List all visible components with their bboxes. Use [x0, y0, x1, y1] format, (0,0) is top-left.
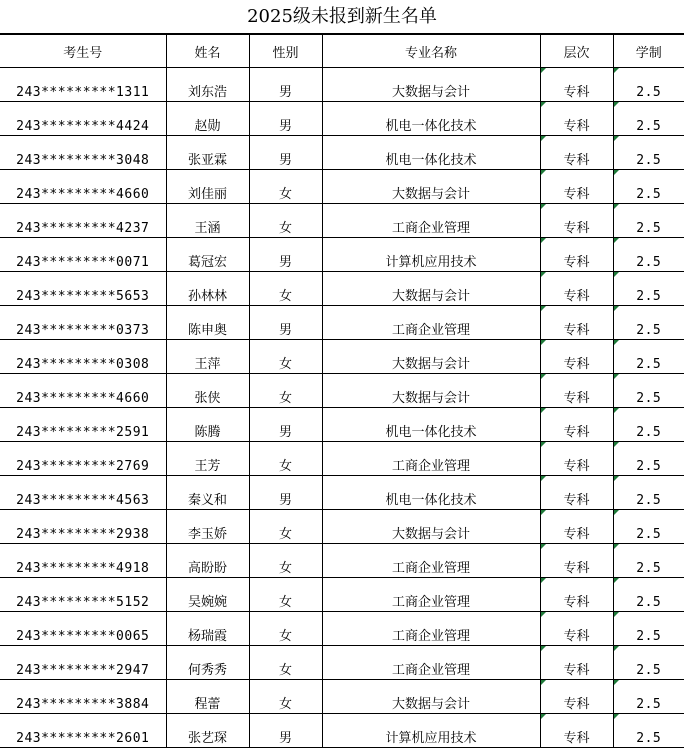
- cell-sex[interactable]: 男: [249, 306, 322, 340]
- cell-years[interactable]: 2.5: [613, 680, 684, 714]
- cell-sex[interactable]: 女: [249, 374, 322, 408]
- cell-name[interactable]: 陈申奥: [166, 306, 249, 340]
- cell-years[interactable]: 2.5: [613, 442, 684, 476]
- cell-major[interactable]: 大数据与会计: [322, 510, 540, 544]
- cell-name[interactable]: 葛冠宏: [166, 238, 249, 272]
- cell-sex[interactable]: 女: [249, 578, 322, 612]
- cell-years[interactable]: 2.5: [613, 340, 684, 374]
- table-row: [0, 408, 684, 442]
- cell-exam-id[interactable]: 243*********4660: [0, 170, 166, 204]
- cell-exam-id[interactable]: 243*********2938: [0, 510, 166, 544]
- cell-exam-id[interactable]: 243*********5152: [0, 578, 166, 612]
- cell-name[interactable]: 程蕾: [166, 680, 249, 714]
- cell-sex[interactable]: 男: [249, 408, 322, 442]
- cell-years[interactable]: 2.5: [613, 68, 684, 102]
- cell-sex[interactable]: 女: [249, 510, 322, 544]
- table-row: [0, 68, 684, 102]
- cell-sex[interactable]: 男: [249, 102, 322, 136]
- cell-years[interactable]: 2.5: [613, 306, 684, 340]
- cell-sex[interactable]: 女: [249, 204, 322, 238]
- cell-major[interactable]: 大数据与会计: [322, 272, 540, 306]
- cell-sex[interactable]: 男: [249, 714, 322, 748]
- cell-exam-id[interactable]: 243*********4237: [0, 204, 166, 238]
- cell-level[interactable]: 专科: [540, 136, 613, 170]
- cell-exam-id[interactable]: 243*********3884: [0, 680, 166, 714]
- cell-name[interactable]: 李玉娇: [166, 510, 249, 544]
- table-row: [0, 510, 684, 544]
- cell-level[interactable]: 专科: [540, 374, 613, 408]
- cell-name[interactable]: 高盼盼: [166, 544, 249, 578]
- cell-name[interactable]: 张艺琛: [166, 714, 249, 748]
- cell-exam-id[interactable]: 243*********1311: [0, 68, 166, 102]
- cell-major[interactable]: 大数据与会计: [322, 170, 540, 204]
- cell-years[interactable]: 2.5: [613, 374, 684, 408]
- table-row: [0, 102, 684, 136]
- cell-major[interactable]: 工商企业管理: [322, 544, 540, 578]
- cell-exam-id[interactable]: 243*********4563: [0, 476, 166, 510]
- cell-major[interactable]: 工商企业管理: [322, 306, 540, 340]
- cell-level[interactable]: 专科: [540, 714, 613, 748]
- cell-sex[interactable]: 女: [249, 272, 322, 306]
- cell-name[interactable]: 刘佳丽: [166, 170, 249, 204]
- cell-exam-id[interactable]: 243*********4660: [0, 374, 166, 408]
- cell-level[interactable]: 专科: [540, 238, 613, 272]
- cell-sex[interactable]: 女: [249, 340, 322, 374]
- cell-level[interactable]: 专科: [540, 476, 613, 510]
- cell-years[interactable]: 2.5: [613, 544, 684, 578]
- cell-exam-id[interactable]: 243*********5653: [0, 272, 166, 306]
- cell-level[interactable]: 专科: [540, 646, 613, 680]
- cell-major[interactable]: 计算机应用技术: [322, 714, 540, 748]
- table-body: [0, 68, 684, 748]
- table-row: [0, 578, 684, 612]
- cell-name[interactable]: 王涵: [166, 204, 249, 238]
- cell-level[interactable]: 专科: [540, 578, 613, 612]
- cell-major[interactable]: 工商企业管理: [322, 442, 540, 476]
- cell-major[interactable]: 工商企业管理: [322, 204, 540, 238]
- cell-level[interactable]: 专科: [540, 680, 613, 714]
- cell-level[interactable]: 专科: [540, 612, 613, 646]
- cell-major[interactable]: 大数据与会计: [322, 340, 540, 374]
- table-row: [0, 612, 684, 646]
- cell-years[interactable]: 2.5: [613, 476, 684, 510]
- cell-exam-id[interactable]: 243*********2947: [0, 646, 166, 680]
- roster-table: [0, 34, 684, 748]
- table-row: [0, 714, 684, 748]
- header-major[interactable]: 专业名称: [322, 35, 540, 68]
- cell-name[interactable]: 陈腾: [166, 408, 249, 442]
- cell-years[interactable]: 2.5: [613, 136, 684, 170]
- cell-exam-id[interactable]: 243*********0373: [0, 306, 166, 340]
- cell-level[interactable]: 专科: [540, 408, 613, 442]
- header-exam-id[interactable]: 考生号: [0, 35, 166, 68]
- table-row: [0, 544, 684, 578]
- cell-major[interactable]: 大数据与会计: [322, 374, 540, 408]
- cell-name[interactable]: 何秀秀: [166, 646, 249, 680]
- cell-major[interactable]: 机电一体化技术: [322, 102, 540, 136]
- cell-years[interactable]: 2.5: [613, 408, 684, 442]
- cell-name[interactable]: 杨瑞霞: [166, 612, 249, 646]
- sheet-title: 2025级未报到新生名单: [0, 0, 684, 34]
- cell-level[interactable]: 专科: [540, 340, 613, 374]
- cell-sex[interactable]: 男: [249, 68, 322, 102]
- cell-sex[interactable]: 女: [249, 170, 322, 204]
- header-level[interactable]: 层次: [540, 35, 613, 68]
- table-row: [0, 204, 684, 238]
- cell-years[interactable]: 2.5: [613, 272, 684, 306]
- cell-years[interactable]: 2.5: [613, 510, 684, 544]
- cell-name[interactable]: 孙林林: [166, 272, 249, 306]
- cell-major[interactable]: 工商企业管理: [322, 578, 540, 612]
- header-sex[interactable]: 性别: [249, 35, 322, 68]
- cell-name[interactable]: 吴婉婉: [166, 578, 249, 612]
- cell-level[interactable]: 专科: [540, 68, 613, 102]
- cell-sex[interactable]: 男: [249, 476, 322, 510]
- table-row: [0, 136, 684, 170]
- table-row: [0, 340, 684, 374]
- cell-years[interactable]: 2.5: [613, 102, 684, 136]
- cell-name[interactable]: 赵勋: [166, 102, 249, 136]
- cell-name[interactable]: 张侠: [166, 374, 249, 408]
- cell-major[interactable]: 机电一体化技术: [322, 476, 540, 510]
- cell-major[interactable]: 机电一体化技术: [322, 136, 540, 170]
- cell-major[interactable]: 大数据与会计: [322, 680, 540, 714]
- cell-level[interactable]: 专科: [540, 510, 613, 544]
- header-years[interactable]: 学制: [613, 35, 684, 68]
- table-row: [0, 646, 684, 680]
- cell-name[interactable]: 秦义和: [166, 476, 249, 510]
- table-row: [0, 680, 684, 714]
- cell-exam-id[interactable]: 243*********4424: [0, 102, 166, 136]
- cell-years[interactable]: 2.5: [613, 646, 684, 680]
- cell-sex[interactable]: 男: [249, 136, 322, 170]
- cell-sex[interactable]: 女: [249, 680, 322, 714]
- header-name[interactable]: 姓名: [166, 35, 249, 68]
- cell-major[interactable]: 计算机应用技术: [322, 238, 540, 272]
- cell-exam-id[interactable]: 243*********0071: [0, 238, 166, 272]
- cell-years[interactable]: 2.5: [613, 170, 684, 204]
- cell-name[interactable]: 张亚霖: [166, 136, 249, 170]
- cell-major[interactable]: 机电一体化技术: [322, 408, 540, 442]
- cell-major[interactable]: 工商企业管理: [322, 612, 540, 646]
- cell-level[interactable]: 专科: [540, 442, 613, 476]
- cell-exam-id[interactable]: 243*********4918: [0, 544, 166, 578]
- cell-exam-id[interactable]: 243*********0065: [0, 612, 166, 646]
- cell-level[interactable]: 专科: [540, 544, 613, 578]
- cell-level[interactable]: 专科: [540, 170, 613, 204]
- cell-sex[interactable]: 女: [249, 442, 322, 476]
- cell-exam-id[interactable]: 243*********2601: [0, 714, 166, 748]
- cell-name[interactable]: 王萍: [166, 340, 249, 374]
- cell-exam-id[interactable]: 243*********0308: [0, 340, 166, 374]
- header-row: [0, 35, 684, 68]
- cell-level[interactable]: 专科: [540, 102, 613, 136]
- cell-years[interactable]: 2.5: [613, 714, 684, 748]
- cell-exam-id[interactable]: 243*********2769: [0, 442, 166, 476]
- cell-sex[interactable]: 女: [249, 544, 322, 578]
- cell-major[interactable]: 工商企业管理: [322, 646, 540, 680]
- table-row: [0, 272, 684, 306]
- table-row: [0, 476, 684, 510]
- cell-years[interactable]: 2.5: [613, 238, 684, 272]
- cell-years[interactable]: 2.5: [613, 612, 684, 646]
- table-row: [0, 170, 684, 204]
- cell-name[interactable]: 王芳: [166, 442, 249, 476]
- cell-level[interactable]: 专科: [540, 204, 613, 238]
- cell-years[interactable]: 2.5: [613, 204, 684, 238]
- cell-sex[interactable]: 女: [249, 646, 322, 680]
- table-row: [0, 374, 684, 408]
- table-row: [0, 238, 684, 272]
- cell-exam-id[interactable]: 243*********2591: [0, 408, 166, 442]
- cell-years[interactable]: 2.5: [613, 578, 684, 612]
- cell-sex[interactable]: 男: [249, 238, 322, 272]
- cell-level[interactable]: 专科: [540, 306, 613, 340]
- cell-exam-id[interactable]: 243*********3048: [0, 136, 166, 170]
- cell-major[interactable]: 大数据与会计: [322, 68, 540, 102]
- cell-name[interactable]: 刘东浩: [166, 68, 249, 102]
- cell-sex[interactable]: 女: [249, 612, 322, 646]
- table-row: [0, 306, 684, 340]
- cell-level[interactable]: 专科: [540, 272, 613, 306]
- table-row: [0, 442, 684, 476]
